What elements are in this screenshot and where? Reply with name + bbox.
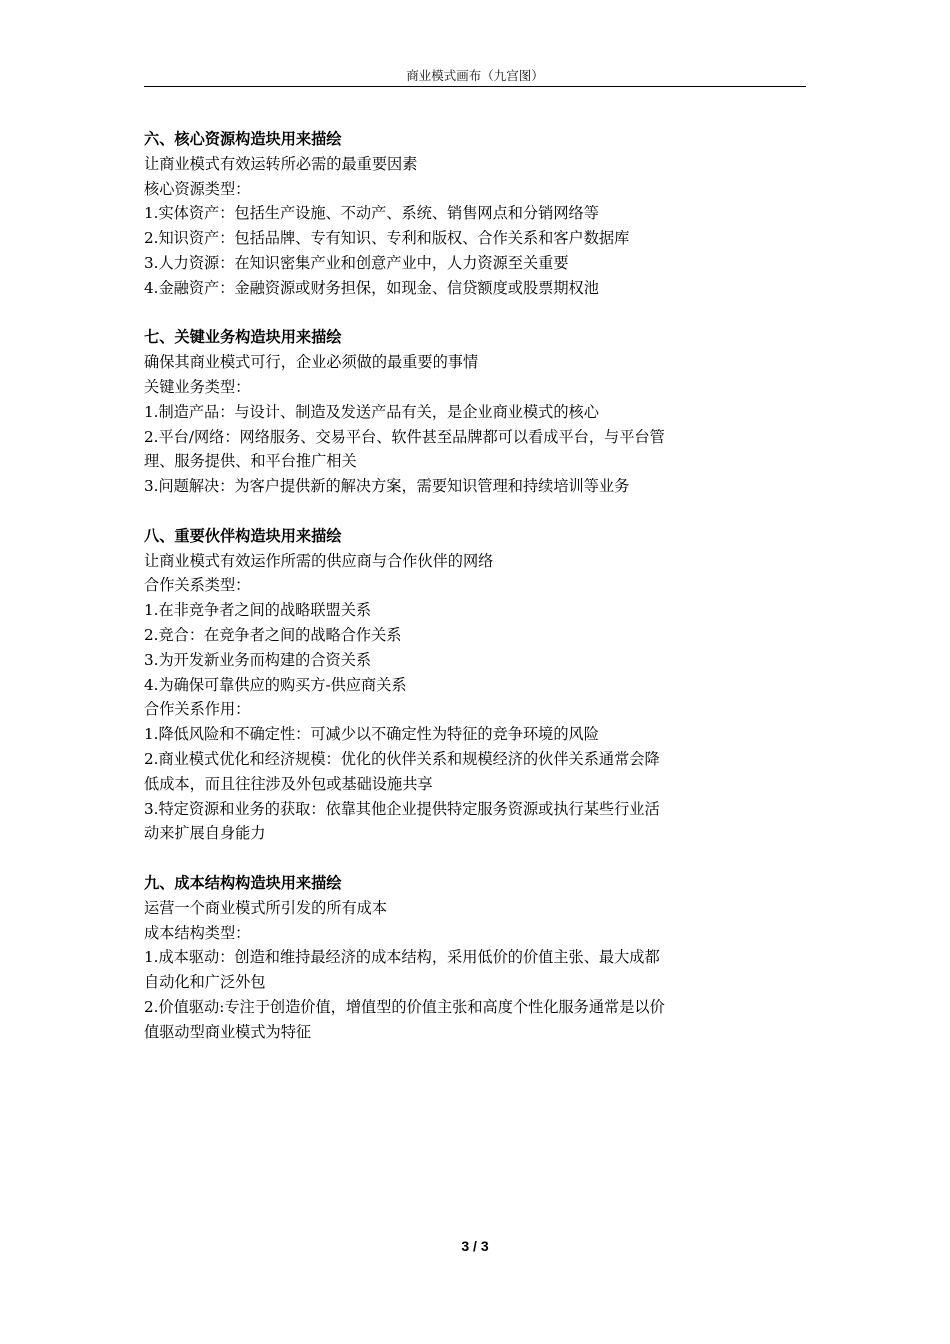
section-3 (144, 524, 808, 846)
paragraph-line: 合作关系类型： (144, 576, 251, 595)
paragraph-line: 1.在非竞争者之间的战略联盟关系 (144, 601, 372, 620)
section-1 (144, 127, 808, 301)
paragraph-line: 2.平台/网络：网络服务、交易平台、软件甚至品牌都可以看成平台，与平台管 (144, 427, 665, 446)
section-heading: 七、关键业务构造块用来描绘 (144, 328, 342, 347)
paragraph-line: 1.实体资产：包括生产设施、不动产、系统、销售网点和分销网络等 (144, 204, 599, 223)
paragraph-line: 自动化和广泛外包 (144, 973, 266, 992)
paragraph-line: 低成本，而且往往涉及外包或基础设施共享 (144, 774, 433, 793)
paragraph-line: 成本结构类型： (144, 923, 251, 942)
paragraph-line: 1.制造产品：与设计、制造及发送产品有关，是企业商业模式的核心 (144, 402, 599, 421)
paragraph-line: 4.为确保可靠供应的购买方-供应商关系 (144, 675, 407, 694)
document-body (144, 127, 808, 1069)
paragraph-line: 确保其商业模式可行，企业必须做的最重要的事情 (144, 353, 479, 372)
paragraph-line: 3.问题解决：为客户提供新的解决方案，需要知识管理和持续培训等业务 (144, 477, 630, 496)
paragraph-line: 让商业模式有效运转所必需的最重要因素 (144, 154, 418, 173)
paragraph-line: 动来扩展自身能力 (144, 824, 266, 843)
paragraph-line: 2.竞合：在竞争者之间的战略合作关系 (144, 625, 402, 644)
paragraph-line: 让商业模式有效运作所需的供应商与合作伙伴的网络 (144, 551, 494, 570)
paragraph-line: 3.为开发新业务而构建的合资关系 (144, 650, 372, 669)
page-header: 商业模式画布（九宫图） (406, 68, 544, 83)
section-heading: 六、核心资源构造块用来描绘 (144, 130, 342, 148)
paragraph-line: 2.价值驱动:专注于创造价值，增值型的价值主张和高度个性化服务通常是以价 (144, 997, 665, 1016)
paragraph-line: 关键业务类型： (144, 377, 251, 396)
paragraph-line: 1.成本驱动：创造和维持最经济的成本结构，采用低价的价值主张、最大成都 (144, 948, 660, 967)
section-heading: 九、成本结构构造块用来描绘 (144, 873, 342, 892)
paragraph-line: 3.人力资源：在知识密集产业和创意产业中，人力资源至关重要 (144, 253, 569, 272)
header-divider (144, 86, 806, 87)
paragraph-line: 合作关系作用： (144, 700, 251, 719)
section-heading: 八、重要伙伴构造块用来描绘 (144, 526, 342, 545)
paragraph-line: 4.金融资产：金融资源或财务担保，如现金、信贷额度或股票期权池 (144, 278, 599, 297)
paragraph-line: 2.知识资产：包括品牌、专有知识、专利和版权、合作关系和客户数据库 (144, 229, 630, 248)
paragraph-line: 1.降低风险和不确定性：可减少以不确定性为特征的竞争环境的风险 (144, 725, 599, 744)
paragraph-line: 值驱动型商业模式为特征 (144, 1022, 312, 1041)
page-number: 3 / 3 (461, 1238, 489, 1254)
paragraph-line: 理、服务提供、和平台推广相关 (144, 452, 357, 471)
section-2 (144, 325, 808, 499)
paragraph-line: 2.商业模式优化和经济规模：优化的伙伴关系和规模经济的伙伴关系通常会降 (144, 749, 660, 768)
paragraph-line: 3.特定资源和业务的获取：依靠其他企业提供特定服务资源或执行某些行业活 (144, 799, 660, 818)
paragraph-line: 运营一个商业模式所引发的所有成本 (144, 898, 387, 917)
section-4 (144, 871, 808, 1045)
paragraph-line: 核心资源类型： (144, 179, 251, 198)
